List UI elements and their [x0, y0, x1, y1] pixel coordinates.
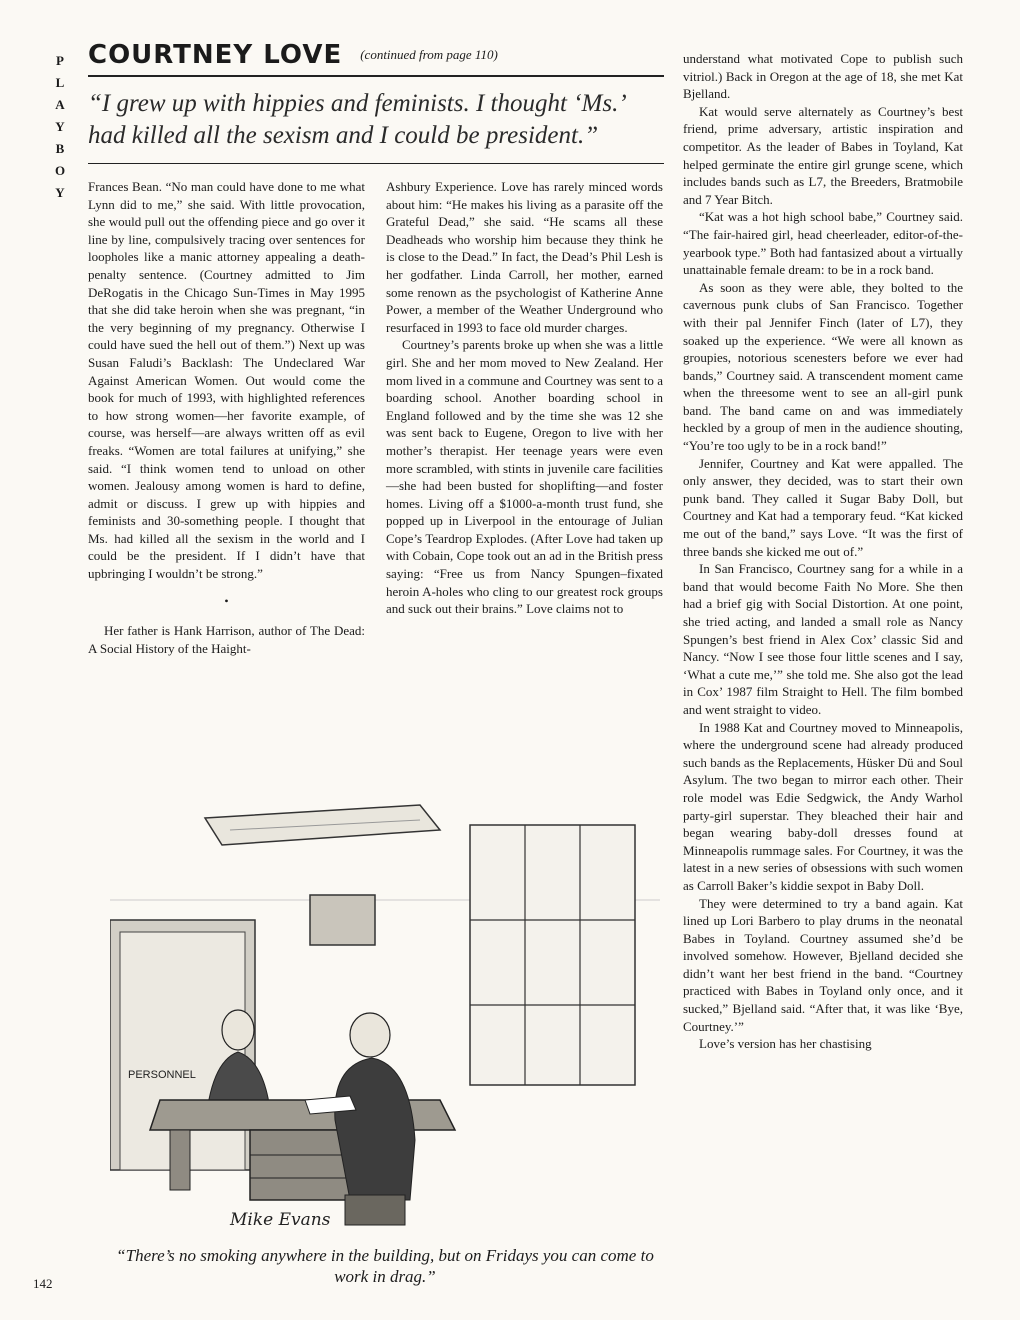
- wall-picture: [310, 895, 375, 945]
- paragraph: Frances Bean. “No man could have done to me what Lynn did to me,” she said. With little provocation, she would pull out the offending piece and go over it line by line, compulsively tracing over sentences for loopholes like a manic attorney appealing a death-penalty sentence. (Courtney admitted to Jim DeRogatis in the Chicago Sun-Times in May 1995 that she did take heroin when she was pregnant, “in the very beginning of my pregnancy. Otherwise I could have sued the hell out of them.”) Next up was Susan Faludi’s Backlash: The Undeclared War Against American Women. Out would come the book for much of 1993, with highlighted references to how strong women—her favorite example, of course, was herself—are always written off as evil freaks. “Women are total failures at unifying,” she said. “I think women tend to unload on other women. Jealousy among women is hard to define, admit or discuss. I grew up with hippies and feminists and 30-something people. I thought that Ms. had killed all the sexism in the world and I could be the president. If I didn’t have that upbringing I wouldn’t be strong.”: [88, 179, 365, 582]
- door-sign: PERSONNEL: [128, 1069, 196, 1081]
- paragraph: Love’s version has her chastising: [699, 1036, 872, 1052]
- section-bullet: •: [224, 593, 229, 608]
- paragraph: understand what motivated Cope to publish such vitriol.) Back in Oregon at the age of 18, she met Kat Bjelland.: [683, 51, 963, 102]
- paragraph: In San Francisco, Courtney sang for a while in a band that would become Faith No More. She then had a brief gig with Social Distortion. At one point, she tried acting, and landed a small role as Nancy Spungen’s best friend in Alex Cox’ classic Sid and Nancy. “Now I see those four little scenes and I say, ‘What a cute me,’” she told me. She also got the lead in Cox’ 1987 film Straight to Hell. The film bombed and went straight to video.: [683, 561, 963, 717]
- paragraph: Courtney’s parents broke up when she was a little girl. She and her mom moved to New Zealand. Her mom lived in a commune and Courtney was sent to a boarding school. Another boarding school in England followed and by the time she was 12 she was sent back to Eugene, Oregon to live with her mother’s therapist. Her teenage years were even more scrambled, with stints in juvenile care facilities—she had been busted for shoplifting—and foster homes. Living off a $1000-a-month trust fund, she popped up in Liverpool in the entourage of Julian Cope’s Teardrop Explodes. (After Love had taken up with Cobain, Cope took out an ad in the British press saying: “Free us from Nancy Spungen–fixated heroin A-holes who cling to our greatest rock groups and suck out their brains.” Love claims not to: [386, 337, 663, 617]
- article-title: COURTNEY LOVE: [88, 40, 343, 70]
- window: [470, 825, 635, 1085]
- vertical-letter: P: [56, 53, 64, 68]
- paragraph: Her father is Hank Harrison, author of The Dead: A Social History of the Haight-: [88, 623, 365, 656]
- column-1: [88, 178, 365, 657]
- vertical-letter: B: [55, 141, 65, 156]
- paragraph: As soon as they were able, they bolted to the cavernous punk clubs of San Francisco. Together with their pal Jennifer Finch (later of L7), they soaked up the experience. “We were all known as groupies, notorious scenesters before we ever had bands,” Courtney said. A transcendent moment came when the threesome went to see an all-girl punk band. The band came on and was immediately heckled by a group of men in the audience shouting, “You’re too ugly to be in a rock band!”: [683, 279, 963, 454]
- paragraph: Jennifer, Courtney and Kat were appalled. The only answer, they decided, was to start their own punk band. They called it Sugar Baby Doll, but Courtney and Kat had a temporary feud. “Kat kicked me out of the band,” says Love. “It was the first of three bands she kicked me out of.”: [683, 455, 963, 559]
- column-2: [386, 178, 663, 618]
- paragraph: In 1988 Kat and Courtney moved to Minneapolis, where the underground scene had already produced such bands as the Replacements, Hüsker Dü and Soul Asylum. The two began to mirror each other. Their role model was Edie Sedgwick, the Andy Warhol party-girl superstar. They bleached their hair and began wearing baby-doll dresses found at Minneapolis rummage sales. For Courtney, it was the latest in a new series of obsessions with such women as Carroll Baker’s kiddie sexpot in Baby Doll.: [683, 719, 963, 893]
- vertical-letter: A: [55, 97, 65, 112]
- magazine-vertical-label: [50, 50, 70, 204]
- pull-quote: “I grew up with hippies and feminists. I thought ‘Ms.’ had killed all the sexism and I could be president.”: [88, 90, 624, 149]
- vertical-letter: O: [54, 163, 66, 178]
- page-number: 142: [33, 1276, 53, 1291]
- paragraph: Kat would serve alternately as Courtney’s best friend, prime adversary, artistic inspiration and competitor. As the leader of Babes in Toyland, Kat helped germinate the entire girl grunge scene, which includes bands such as L7, the Breeders, Bratmobile and 7 Year Bitch.: [683, 103, 963, 207]
- paragraph: They were determined to try a band again. Kat lined up Lori Barbero to play drums in the neonatal Babes in Toyland. Courtney assumed she’d be involved somehow. However, Bjelland decided she didn’t want her best friend in the band. “Courtney practiced with Babes in Toyland only once, and it sucked,” Bjelland said. “After that, it was like ‘Bye, Courtney.’”: [683, 895, 963, 1034]
- continued-note: (continued from page 110): [360, 47, 498, 62]
- artist-signature: Mike Evans: [230, 1210, 331, 1230]
- paragraph: “Kat was a hot high school babe,” Courtney said. “The fair-haired girl, head cheerleader, editor-of-the-yearbook type.” Both had fantasized about a virtually unattainable female dream: to be in a rock band.: [683, 209, 963, 278]
- pull-quote-rule: [88, 163, 664, 164]
- vertical-letter: L: [55, 75, 65, 90]
- office-cartoon-illustration: [110, 800, 660, 1240]
- ceiling-light: [205, 805, 440, 845]
- column-3: [683, 50, 963, 1053]
- paragraph: Ashbury Experience. Love has rarely minced words about him: “He makes his living as a parasite off the Grateful Dead,” she said. “He scams all these Deadheads who worship him because they think he is close to the Dead.” In fact, the Dead’s Phil Lesh is her godfather. Linda Carroll, her mother, earned some renown as the psychologist of Katherine Anne Power, a member of the Weather Underground who resurfaced in 1993 to face old murder charges.: [386, 179, 663, 335]
- vertical-letter: Y: [55, 185, 65, 200]
- vertical-letter: Y: [55, 119, 65, 134]
- header-rule: [88, 75, 664, 77]
- cartoon-caption: “There’s no smoking anywhere in the building, but on Fridays you can come to work in drag.”: [116, 1246, 654, 1286]
- article-header: [88, 40, 664, 70]
